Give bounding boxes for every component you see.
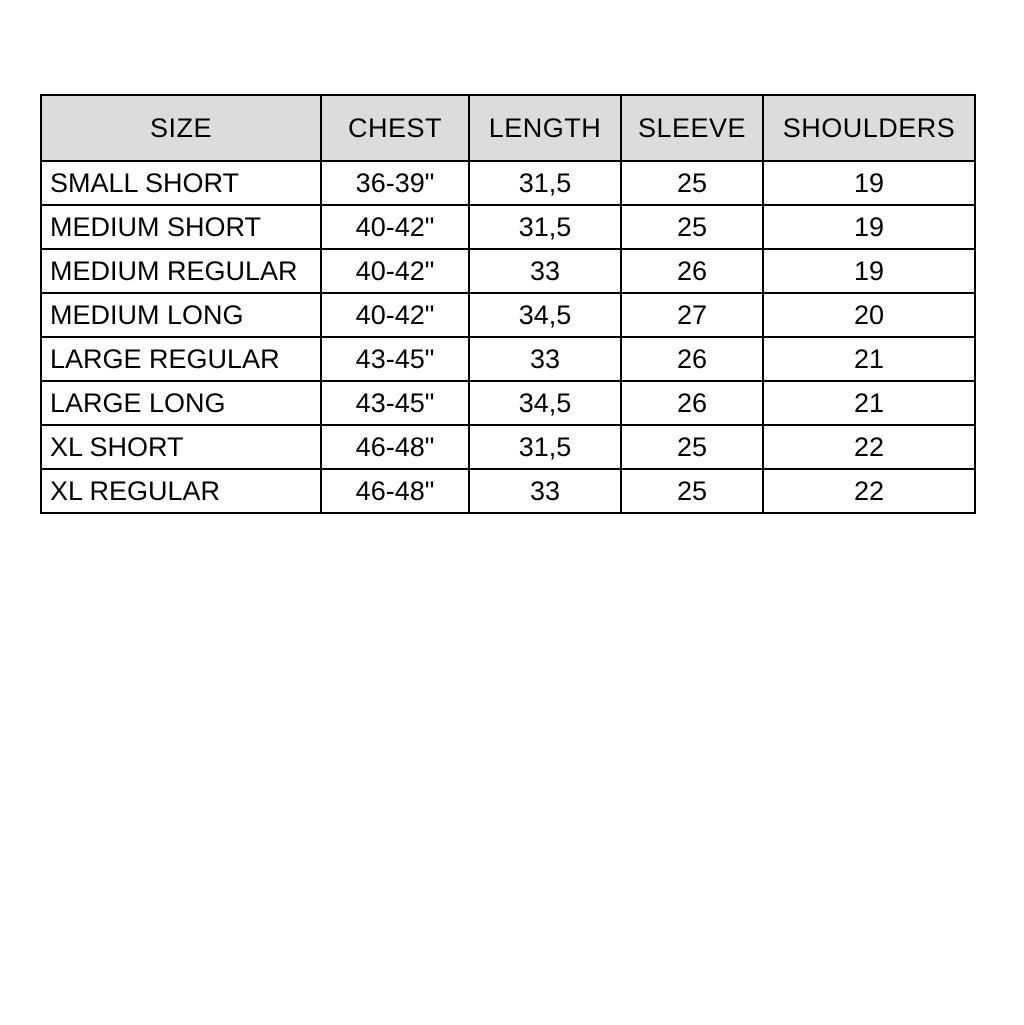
cell-chest: 40-42" (321, 205, 469, 249)
cell-sleeve: 25 (621, 161, 763, 205)
table-row (41, 205, 975, 249)
cell-shoulders: 19 (763, 205, 975, 249)
cell-sleeve: 25 (621, 425, 763, 469)
table-row (41, 469, 975, 513)
cell-size: XL REGULAR (41, 469, 321, 513)
cell-sleeve: 25 (621, 469, 763, 513)
column-header-size: SIZE (41, 95, 321, 161)
cell-shoulders: 20 (763, 293, 975, 337)
cell-length: 33 (469, 249, 621, 293)
size-chart-table (40, 94, 976, 514)
cell-chest: 36-39" (321, 161, 469, 205)
cell-shoulders: 19 (763, 249, 975, 293)
cell-length: 31,5 (469, 161, 621, 205)
table-row (41, 337, 975, 381)
cell-length: 34,5 (469, 381, 621, 425)
cell-size: MEDIUM REGULAR (41, 249, 321, 293)
cell-length: 33 (469, 469, 621, 513)
cell-sleeve: 26 (621, 381, 763, 425)
cell-chest: 43-45" (321, 337, 469, 381)
cell-length: 31,5 (469, 425, 621, 469)
table-header (41, 95, 975, 161)
cell-size: LARGE REGULAR (41, 337, 321, 381)
cell-shoulders: 19 (763, 161, 975, 205)
cell-shoulders: 22 (763, 469, 975, 513)
table-row (41, 425, 975, 469)
column-header-shoulders: SHOULDERS (763, 95, 975, 161)
cell-shoulders: 21 (763, 337, 975, 381)
column-header-sleeve: SLEEVE (621, 95, 763, 161)
cell-length: 33 (469, 337, 621, 381)
cell-size: SMALL SHORT (41, 161, 321, 205)
cell-sleeve: 26 (621, 249, 763, 293)
table-row (41, 293, 975, 337)
table-body (41, 161, 975, 513)
table-row (41, 381, 975, 425)
table-row (41, 161, 975, 205)
cell-size: MEDIUM SHORT (41, 205, 321, 249)
cell-length: 31,5 (469, 205, 621, 249)
cell-sleeve: 25 (621, 205, 763, 249)
cell-size: XL SHORT (41, 425, 321, 469)
cell-chest: 40-42" (321, 249, 469, 293)
column-header-length: LENGTH (469, 95, 621, 161)
column-header-chest: CHEST (321, 95, 469, 161)
cell-sleeve: 26 (621, 337, 763, 381)
cell-chest: 43-45" (321, 381, 469, 425)
cell-sleeve: 27 (621, 293, 763, 337)
cell-size: LARGE LONG (41, 381, 321, 425)
cell-shoulders: 21 (763, 381, 975, 425)
cell-chest: 46-48" (321, 469, 469, 513)
table-row (41, 249, 975, 293)
cell-shoulders: 22 (763, 425, 975, 469)
cell-length: 34,5 (469, 293, 621, 337)
size-chart-container (40, 94, 974, 514)
table-header-row (41, 95, 975, 161)
cell-size: MEDIUM LONG (41, 293, 321, 337)
cell-chest: 46-48" (321, 425, 469, 469)
cell-chest: 40-42" (321, 293, 469, 337)
